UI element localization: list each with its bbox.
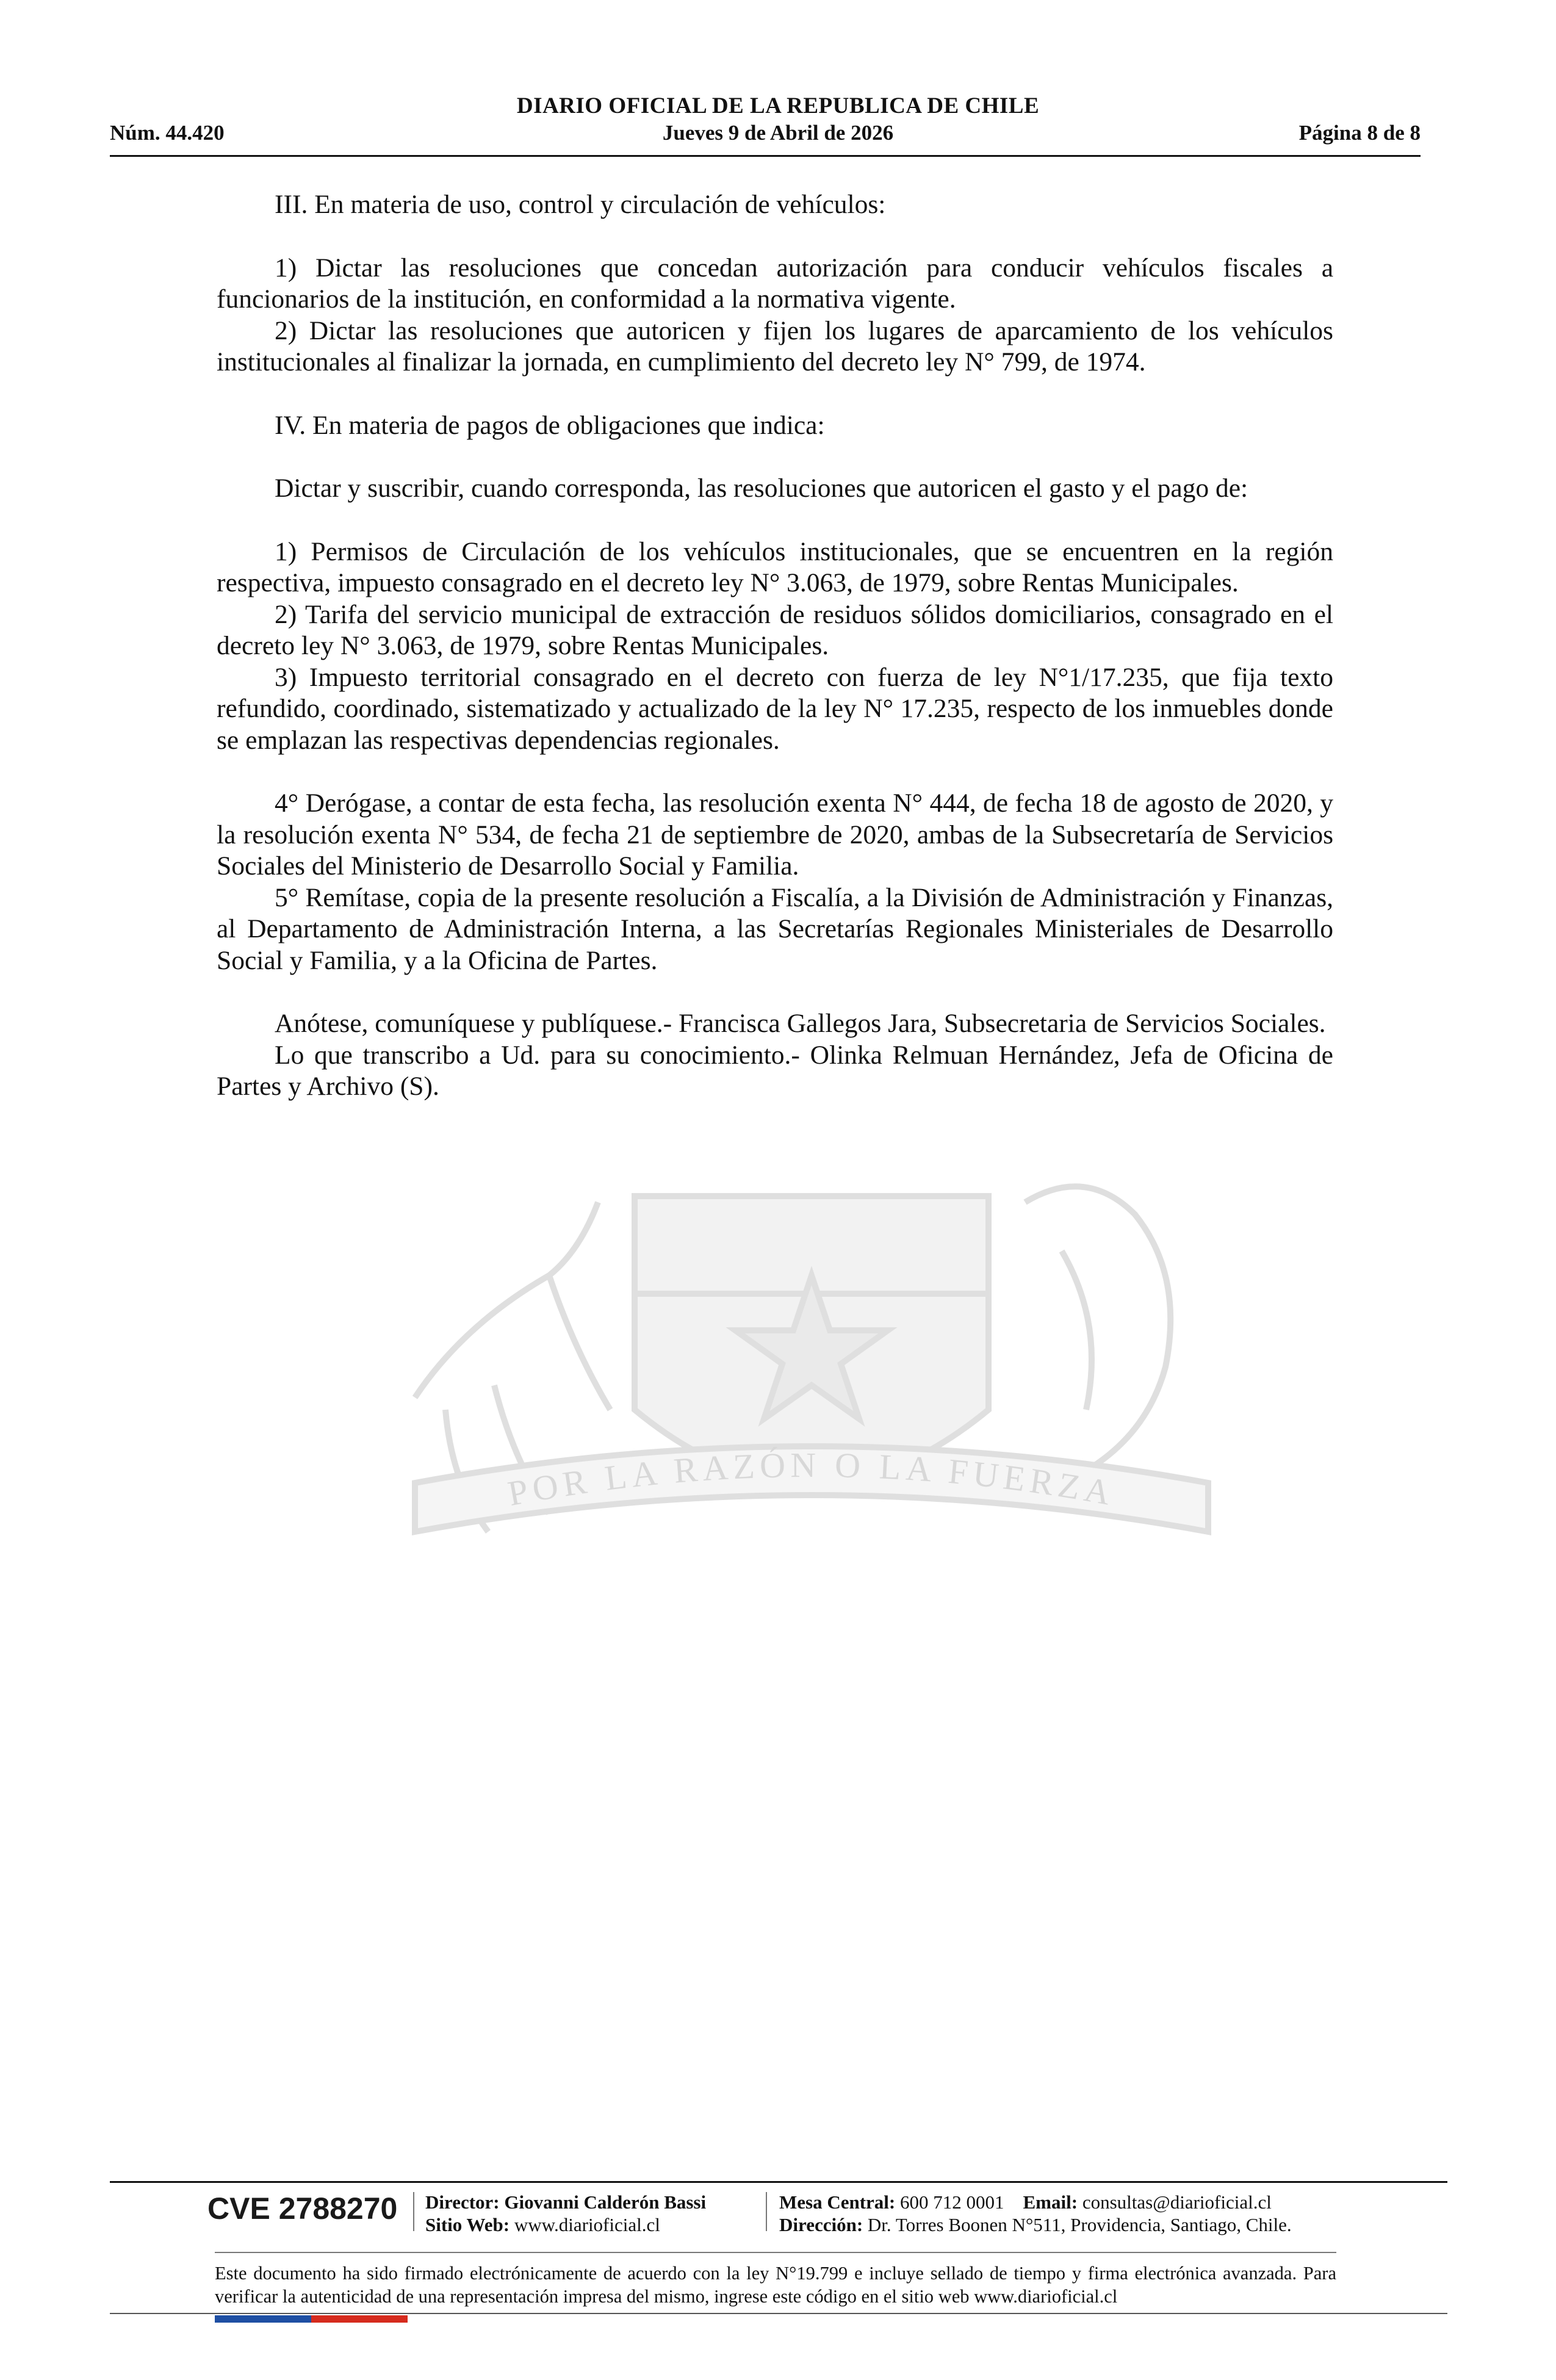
flag-segment bbox=[311, 2315, 359, 2323]
paragraph: 1) Dictar las resoluciones que concedan autorización para conducir vehículos fiscales a funcionarios de la institución, en conformidad a la normativa vigente. bbox=[217, 253, 1333, 314]
paragraph: 1) Permisos de Circulación de los vehículos institucionales, que se encuentren en la región respectiva, impuesto consagrado en el decreto ley N° 3.063, de 1979, sobre Rentas Municipales. bbox=[217, 536, 1333, 597]
paragraph: Dictar y suscribir, cuando corresponda, las resoluciones que autoricen el gasto y el pago de: bbox=[275, 474, 1248, 503]
section-iv-heading: IV. En materia de pagos de obligaciones que indica: bbox=[275, 410, 825, 440]
footer-bottom-divider bbox=[110, 2313, 1447, 2314]
issue-date: Jueves 9 de Abril de 2026 bbox=[662, 121, 894, 145]
footer-separator bbox=[413, 2192, 414, 2231]
signature-paragraph: Anótese, comuníquese y publíquese.- Francisca Gallegos Jara, Subsecretaria de Servicios Sociales. bbox=[275, 1009, 1326, 1038]
issue-number: Núm. 44.420 bbox=[110, 121, 225, 145]
contact-info: Mesa Central: 600 712 0001 Email: consultas@diarioficial.cl Dirección: Dr. Torres Boonen N°511, Providencia, Santiago, Chile. bbox=[779, 2191, 1292, 2235]
website-link[interactable]: www.diarioficial.cl bbox=[514, 2214, 660, 2235]
paragraph: 5° Remítase, copia de la presente resolución a Fiscalía, a la División de Administración y Finanzas, al Departamento de Administración Interna, a las Secretarías Regionales Ministeriales de Desarrollo Social y Familia, y a la Oficina de Partes. bbox=[217, 882, 1333, 975]
paragraph: 3) Impuesto territorial consagrado en el decreto con fuerza de ley N°1/17.235, que fija texto refundido, coordinado, sistematizado y actualizado de la ley N° 17.235, respecto de los inmuebles donde se emplazan las respectivas dependencias regionales. bbox=[217, 662, 1333, 755]
signature-notice: Este documento ha sido firmado electrónicamente de acuerdo con la ley N°19.799 e incluye sellado de tiempo y firma electrónica avanzada. Para verificar la autenticidad de una representación impresa del mismo, ingrese este código en el sitio web www.diarioficial.cl bbox=[215, 2263, 1336, 2307]
paragraph: 2) Dictar las resoluciones que autoricen y fijen los lugares de aparcamiento de los vehículos institucionales al finalizar la jornada, en cumplimiento del decreto ley N° 799, de 1974. bbox=[217, 316, 1333, 377]
footer-divider bbox=[110, 2181, 1447, 2183]
motto-text: POR LA RAZÓN O LA FUERZA bbox=[505, 1444, 1118, 1514]
coat-of-arms-watermark bbox=[293, 1092, 1330, 1672]
flag-segment bbox=[215, 2315, 263, 2323]
email-link[interactable]: consultas@diarioficial.cl bbox=[1082, 2191, 1272, 2213]
flag-stripe bbox=[215, 2315, 408, 2323]
paragraph: 2) Tarifa del servicio municipal de extracción de residuos sólidos domiciliarios, consagrado en el decreto ley N° 3.063, de 1979, sobre Rentas Municipales. bbox=[217, 599, 1333, 660]
flag-segment bbox=[263, 2315, 311, 2323]
section-iii-heading: III. En materia de uso, control y circulación de vehículos: bbox=[275, 190, 886, 219]
transcription-paragraph: Lo que transcribo a Ud. para su conocimiento.- Olinka Relmuan Hernández, Jefa de Oficina de Partes y Archivo (S). bbox=[217, 1040, 1333, 1101]
newspaper-title: DIARIO OFICIAL DE LA REPUBLICA DE CHILE bbox=[516, 93, 1040, 118]
footer-inner-divider bbox=[215, 2252, 1336, 2253]
director-info: Director: Giovanni Calderón Bassi Sitio Web: www.diarioficial.cl bbox=[425, 2191, 707, 2235]
paragraph: 4° Derógase, a contar de esta fecha, las resolución exenta N° 444, de fecha 18 de agosto de 2020, y la resolución exenta N° 534, de fecha 21 de septiembre de 2020, ambas de la Subsecretaría de Servicios Sociales del Ministerio de Desarrollo Social y Familia. bbox=[217, 788, 1333, 881]
cve-code: CVE 2788270 bbox=[207, 2191, 398, 2226]
document-body bbox=[217, 189, 1333, 1103]
condor-icon bbox=[1025, 1186, 1170, 1471]
page-indicator: Página 8 de 8 bbox=[1298, 121, 1421, 145]
footer-separator bbox=[766, 2192, 767, 2231]
header-divider bbox=[110, 155, 1421, 157]
flag-segment bbox=[359, 2315, 408, 2323]
